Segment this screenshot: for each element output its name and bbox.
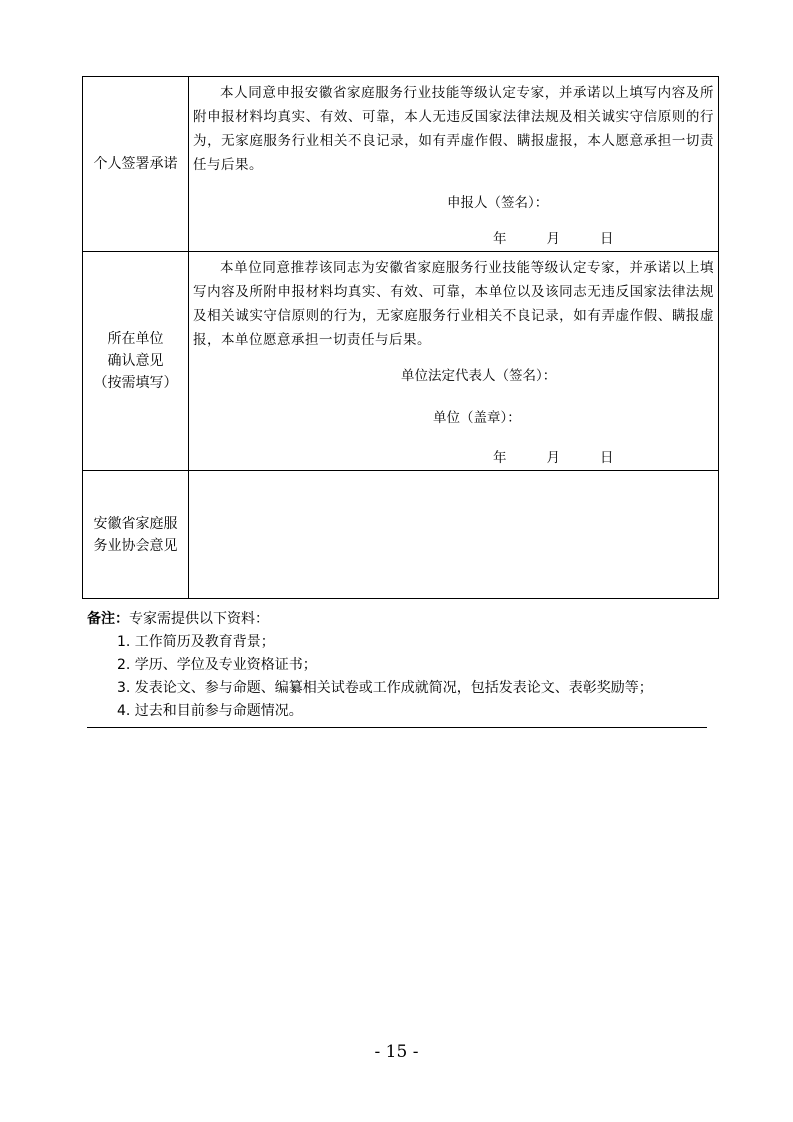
date-month: 月 bbox=[546, 231, 560, 247]
notes-item: 3. 发表论文、参与命题、编纂相关试卷或工作成就简况，包括发表论文、表彰奖励等； bbox=[117, 680, 653, 696]
notes-title bbox=[87, 608, 707, 631]
unit-opinion-label bbox=[83, 252, 189, 471]
notes-item: 2. 学历、学位及专业资格证书； bbox=[117, 657, 317, 673]
notes-title-bold: 备注： bbox=[87, 611, 129, 627]
date-year: 年 bbox=[493, 450, 507, 466]
label-line: 确认意见 bbox=[107, 353, 164, 369]
unit-seal-label: 单位（盖章）： bbox=[433, 410, 521, 426]
unit-opinion-text: 本单位同意推荐该同志为安徽省家庭服务行业技能等级认定专家，并承诺以上填写内容及所附申报材料均真实、有效、可靠，本单位以及该同志无违反国家法律法规及相关诚实守信原则的行为，无家庭服务行业相关不良记录，如有弄虚作假、瞒报虚报，本单位愿意承担一切责任与后果。 bbox=[193, 260, 714, 348]
personal-commitment-text: 本人同意申报安徽省家庭服务行业技能等级认定专家，并承诺以上填写内容及所附申报材料均真实、有效、可靠，本人无违反国家法律法规及相关诚实守信原则的行为，无家庭服务行业相关不良记录，如有弄虚作假、瞒报虚报，本人愿意承担一切责任与后果。 bbox=[193, 85, 714, 173]
applicant-date bbox=[193, 227, 714, 251]
date-day: 日 bbox=[600, 231, 614, 247]
notes-title-rest: 专家需提供以下资料： bbox=[129, 611, 269, 627]
association-opinion-label bbox=[83, 471, 189, 599]
label-line: 个人签署承诺 bbox=[93, 156, 178, 172]
association-opinion-row bbox=[83, 471, 719, 599]
unit-date bbox=[193, 446, 714, 470]
label-line: （按需填写） bbox=[93, 375, 178, 391]
page-number: - 15 - bbox=[374, 1042, 419, 1062]
label-line: 所在单位 bbox=[107, 331, 164, 347]
date-month: 月 bbox=[546, 450, 560, 466]
label-line: 务业协会意见 bbox=[93, 537, 178, 554]
date-day: 日 bbox=[600, 450, 614, 466]
unit-opinion-content bbox=[189, 252, 719, 471]
notes-section bbox=[87, 608, 707, 728]
notes-underline bbox=[87, 727, 707, 728]
application-form-table bbox=[82, 76, 719, 599]
date-year: 年 bbox=[493, 231, 507, 247]
personal-commitment-label bbox=[83, 77, 189, 252]
notes-item: 1. 工作简历及教育背景； bbox=[117, 634, 275, 650]
applicant-signature-label: 申报人（签名）： bbox=[447, 195, 549, 211]
legal-representative-signature-label: 单位法定代表人（签名）： bbox=[401, 368, 557, 384]
personal-commitment-row bbox=[83, 77, 719, 252]
label-line: 安徽省家庭服 bbox=[93, 515, 178, 532]
association-opinion-content bbox=[189, 471, 719, 599]
unit-opinion-row bbox=[83, 252, 719, 471]
personal-commitment-content bbox=[189, 77, 719, 252]
notes-item: 4. 过去和目前参与命题情况。 bbox=[117, 703, 303, 719]
